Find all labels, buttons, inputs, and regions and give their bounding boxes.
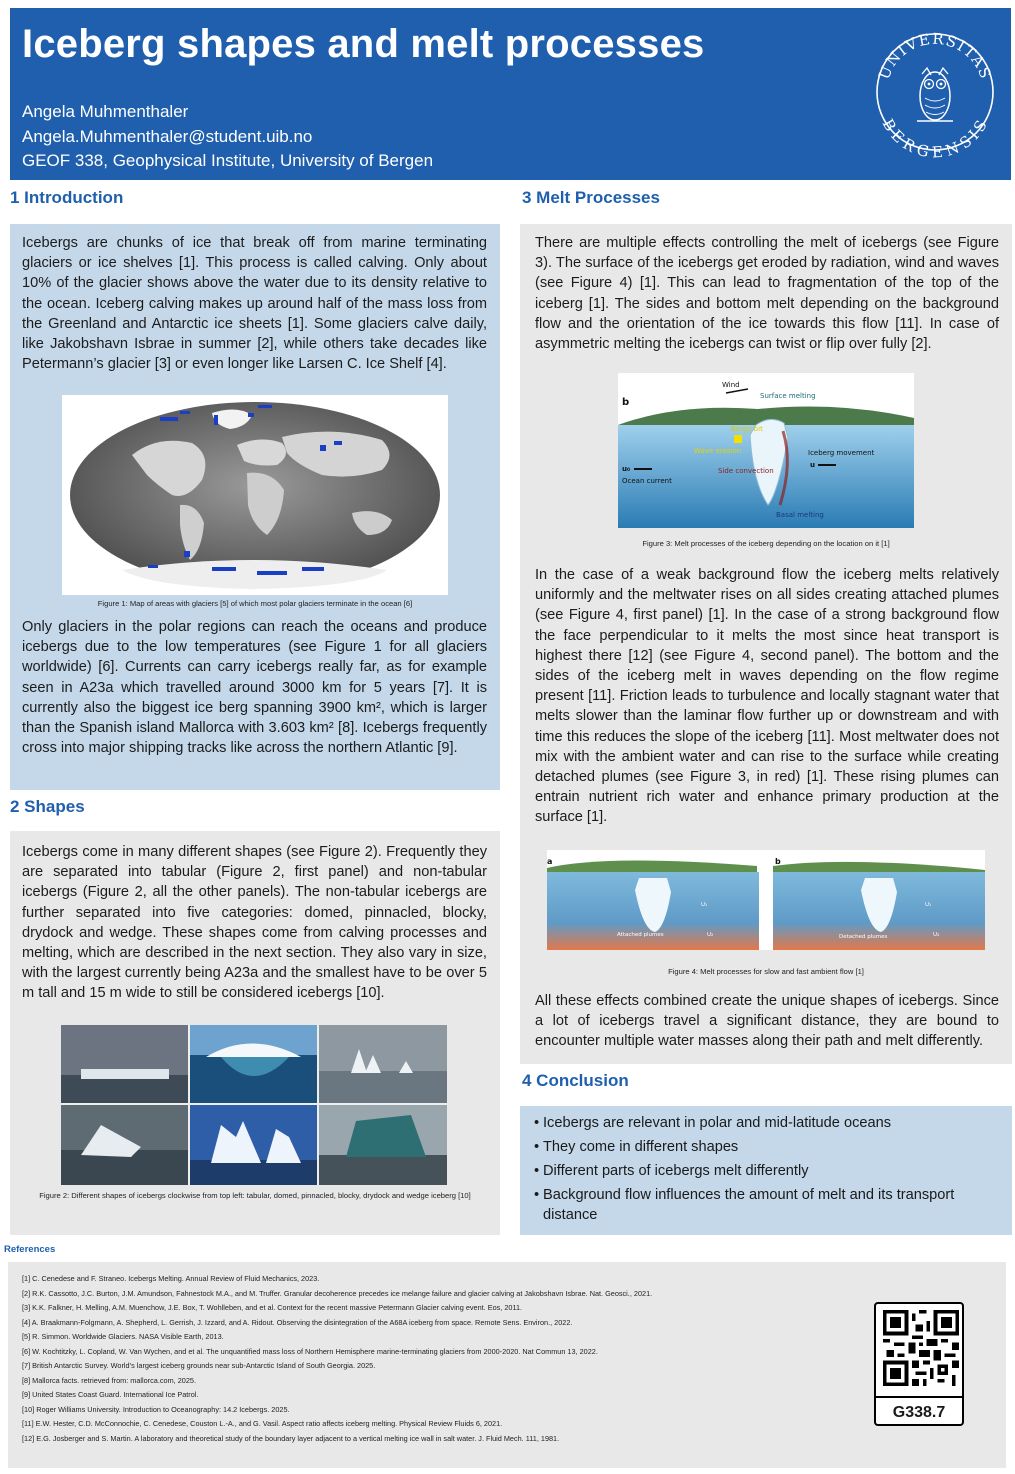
- section-heading-conclusion: 4 Conclusion: [522, 1071, 629, 1090]
- svg-text:U₁: U₁: [701, 902, 708, 908]
- poster-title: Iceberg shapes and melt processes: [22, 22, 705, 66]
- svg-text:Wind: Wind: [722, 381, 740, 389]
- plume-diagrams: [547, 850, 985, 950]
- svg-text:a: a: [547, 857, 553, 866]
- figure-3-caption: Figure 3: Melt processes of the iceberg depending on the location on it [1]: [642, 539, 890, 548]
- references-heading: References: [4, 1244, 56, 1255]
- svg-text:Ocean current: Ocean current: [622, 477, 672, 485]
- reference-item: [9] United States Coast Guard. International Ice Patrol.: [22, 1390, 199, 1399]
- reference-item: [1] C. Cenedese and F. Straneo. Icebergs Melting. Annual Review of Fluid Mechanics, 2023.: [22, 1274, 320, 1283]
- reference-item: [4] A. Braakmann-Folgmann, A. Shepherd, L. Gerrish, J. Izzard, and A. Ridout. Observing the disintegration of the A68A iceberg from space. Remote Sens. Environ., 2022.: [22, 1317, 573, 1327]
- reference-item: [2] R.K. Cassotto, J.C. Burton, J.M. Amundson, Fahnestock M.A., and M. Truffer. Granular decoherence precedes ice melange failure and glacier calving at Jakobshavn Isbrae. Nat. Geosci., 2021.: [22, 1288, 653, 1298]
- section-heading-shapes: 2 Shapes: [10, 797, 85, 816]
- fig4-panel-b: [773, 857, 985, 950]
- section-heading-melt-processes: 3 Melt Processes: [522, 188, 660, 207]
- conclusion-item: • They come in different shapes: [534, 1139, 739, 1155]
- fig4-panel-a: [547, 857, 759, 950]
- svg-text:U₂: U₂: [707, 932, 714, 938]
- reference-item: [6] W. Kochtitzky, L. Copland, W. Van Wychen, and et al. The unquantified mass loss of Northern Hemisphere marine-terminating glaciers from 2000-2020. Nat Commun 13, 2022.: [22, 1346, 598, 1356]
- shapes-paragraph: Icebergs come in many different shapes (see Figure 2). Frequently they are separated into tabular (Figure 2, first panel) and non-tabular icebergs (Figure 2, all the other panels). The non-tabular icebergs are further separated into five categories: domed, pinnacled, blocky, drydock and wedge. These shapes come from calving processes and melting, which are described in the next section. They also vary in size, with the largest currently being A23a and the smallest have to be over 5 m tall and 15 m wide to still be considered icebergs [10].: [22, 844, 487, 1002]
- figure-2-iceberg-shapes: [61, 1025, 447, 1185]
- conclusion-item: • Different parts of icebergs melt differently: [534, 1163, 809, 1179]
- melt-paragraph-1: There are multiple effects controlling the melt of icebergs (see Figure 3). The surface of the icebergs get eroded by radiation, wind and waves (see Figure 4) [1]. This can lead to fragmentation of the top of the iceberg [1]. The sides and bottom melt depending on the background flow and the orientation of the ice towards this flow [11]. In case of asymmetric melting the icebergs can twist or flip over fully [2].: [535, 235, 999, 353]
- svg-text:Basal melting: Basal melting: [776, 511, 824, 519]
- photo-pinnacled-iceberg: [319, 1025, 447, 1103]
- figure-2-caption: Figure 2: Different shapes of icebergs clockwise from top left: tabular, domed, pinnacled, blocky, drydock and wedge iceberg [10]: [39, 1191, 471, 1200]
- figure-1-world-glacier-map: [62, 395, 448, 595]
- photo-tabular-iceberg: [61, 1025, 188, 1103]
- svg-text:Detached plumes: Detached plumes: [839, 934, 888, 940]
- figure-1-caption: Figure 1: Map of areas with glaciers [5] of which most polar glaciers terminate in the ocean [6]: [97, 599, 413, 608]
- photo-blocky-iceberg: [319, 1105, 447, 1185]
- conclusion-list: [534, 1113, 1004, 1229]
- svg-text:Surface melting: Surface melting: [760, 392, 816, 400]
- svg-text:U₁: U₁: [925, 902, 932, 908]
- qr-code-icon: [883, 1310, 959, 1386]
- svg-text:UNIVERSITAS: UNIVERSITAS: [874, 29, 996, 83]
- photo-wedge-iceberg: [61, 1105, 188, 1185]
- qr-code-tag[interactable]: [874, 1302, 964, 1426]
- melt-processes-diagram: [618, 373, 914, 528]
- reference-item: [8] Mallorca facts. retrieved from: mallorca.com, 2025.: [22, 1375, 196, 1385]
- photo-drydock-iceberg: [190, 1105, 317, 1185]
- introduction-paragraph-2: Only glaciers in the polar regions can reach the oceans and produce icebergs due to the low temperatures (see Figure 1 for all glaciers worldwide) [6]. Currents can carry icebergs really far, as for example seen in A23a which travelled around 3000 km for 5 years [7]. It is currently also the biggest ice berg spanning 3900 km², which is larger than the Spanish island Mallorca with 3.603 km² [8]. Icebergs frequently cross into major shipping tracks like across the northern Atlantic [9].: [22, 619, 487, 757]
- poster-header: [10, 8, 1011, 180]
- reference-item: [12] E.G. Josberger and S. Martin. A laboratory and theoretical study of the boundary layer adjacent to a vertical melting ice wall in salt water. J. Fluid Mech. 111, 1981.: [22, 1433, 560, 1443]
- svg-text:U₂: U₂: [933, 932, 940, 938]
- conclusion-item: • Icebergs are relevant in polar and mid-latitude oceans: [534, 1115, 892, 1131]
- svg-text:u₀: u₀: [622, 465, 631, 473]
- conclusion-item: • Background flow influences the amount of melt and its transport distance: [534, 1187, 955, 1223]
- qr-separator: [876, 1396, 962, 1398]
- svg-text:Wave erosion: Wave erosion: [694, 447, 742, 455]
- svg-text:Side convection: Side convection: [718, 467, 774, 475]
- svg-text:BERGENSIS: BERGENSIS: [878, 115, 992, 162]
- author-email[interactable]: Angela.Muhmenthaler@student.uib.no: [22, 126, 313, 146]
- author-name: Angela Muhmenthaler: [22, 102, 189, 121]
- affiliation: GEOF 338, Geophysical Institute, University of Bergen: [22, 151, 434, 170]
- university-seal-logo: [873, 22, 997, 162]
- reference-item: [7] British Antarctic Survey. World’s largest iceberg grounds near sub-Antarctic Island of South Georgia. 2025.: [22, 1361, 376, 1370]
- photo-domed-iceberg: [190, 1025, 317, 1103]
- figure-3-melt-diagram: [618, 373, 914, 528]
- fig3-panel-label: b: [622, 397, 630, 408]
- melt-paragraph-2: In the case of a weak background flow the iceberg melts relatively uniformly and the meltwater rises on all sides creating attached plumes (see Figure 4, first panel) [1]. In the case of a strong background flow the face perpendicular to it melts the most since heat transport is highest there [12] (see Figure 4, second panel). The bottom and the sides of the iceberg melt in waves depending on the flow regime present [11]. Friction leads to turbulence and locally stagnant water that melts slower than the laminar flow further up or downstream and with time this reduces the slope of the iceberg [11]. Most meltwater does not mix with the ambient water and can rise to the surface while creating detached plumes (see Figure 3, in red) [1]. These rising plumes can entrain nutrient rich water and enhance primary production at the surface [1].: [535, 567, 999, 826]
- qr-label: G338.7: [892, 1404, 946, 1421]
- reference-item: [11] E.W. Hester, C.D. McConnochie, C. Cenedese, Couston L.-A., and G. Vasil. Aspect ratio affects iceberg melting. Physical Review Fluids 6, 2021.: [22, 1419, 503, 1428]
- introduction-paragraph-1: Icebergs are chunks of ice that break off from marine terminating glaciers or ice shelves [1]. This process is called calving. Only about 10% of the glacier shows above the water due to its density relative to the ocean. Iceberg calving makes up around half of the mass loss from the Greenland and Antarctic ice sheets [1]. Some glaciers calve daily, like Jakobshavn Isbrae in summer [2], while others take decades like Petermann’s glacier [3] or even longer like Larsen C. Ice Shelf [4].: [22, 235, 487, 373]
- melt-paragraph-3: All these effects combined create the unique shapes of icebergs. Since a lot of icebergs travel a significant distance, they are bound to encounter multiple water masses along their path and melt differently.: [535, 993, 999, 1050]
- world-map-image: [62, 395, 448, 595]
- references-panel: [8, 1262, 1006, 1468]
- svg-text:u: u: [810, 461, 815, 469]
- svg-text:b: b: [775, 857, 781, 866]
- figure-4-plume-diagram: [547, 850, 985, 950]
- svg-text:Bergy bit: Bergy bit: [731, 425, 763, 433]
- author-block: [22, 100, 433, 174]
- reference-item: [5] R. Simmon. Worldwide Glaciers. NASA Visible Earth, 2013.: [22, 1332, 224, 1341]
- iceberg-shapes-photos: [61, 1025, 447, 1185]
- svg-text:Iceberg movement: Iceberg movement: [808, 449, 875, 457]
- reference-item: [10] Roger Williams University. Introduction to Oceanography: 14.2 Icebergs. 2025.: [22, 1404, 290, 1414]
- svg-text:Attached plumes: Attached plumes: [617, 932, 664, 938]
- reference-item: [3] K.K. Falkner, H. Melling, A.M. Muenchow, J.E. Box, T. Wohlleben, and et al. Context for the recent massive Petermann Glacier calving event. Eos, 2011.: [22, 1303, 523, 1312]
- figure-4-caption: Figure 4: Melt processes for slow and fast ambient flow [1]: [668, 967, 864, 976]
- section-heading-introduction: 1 Introduction: [10, 188, 124, 207]
